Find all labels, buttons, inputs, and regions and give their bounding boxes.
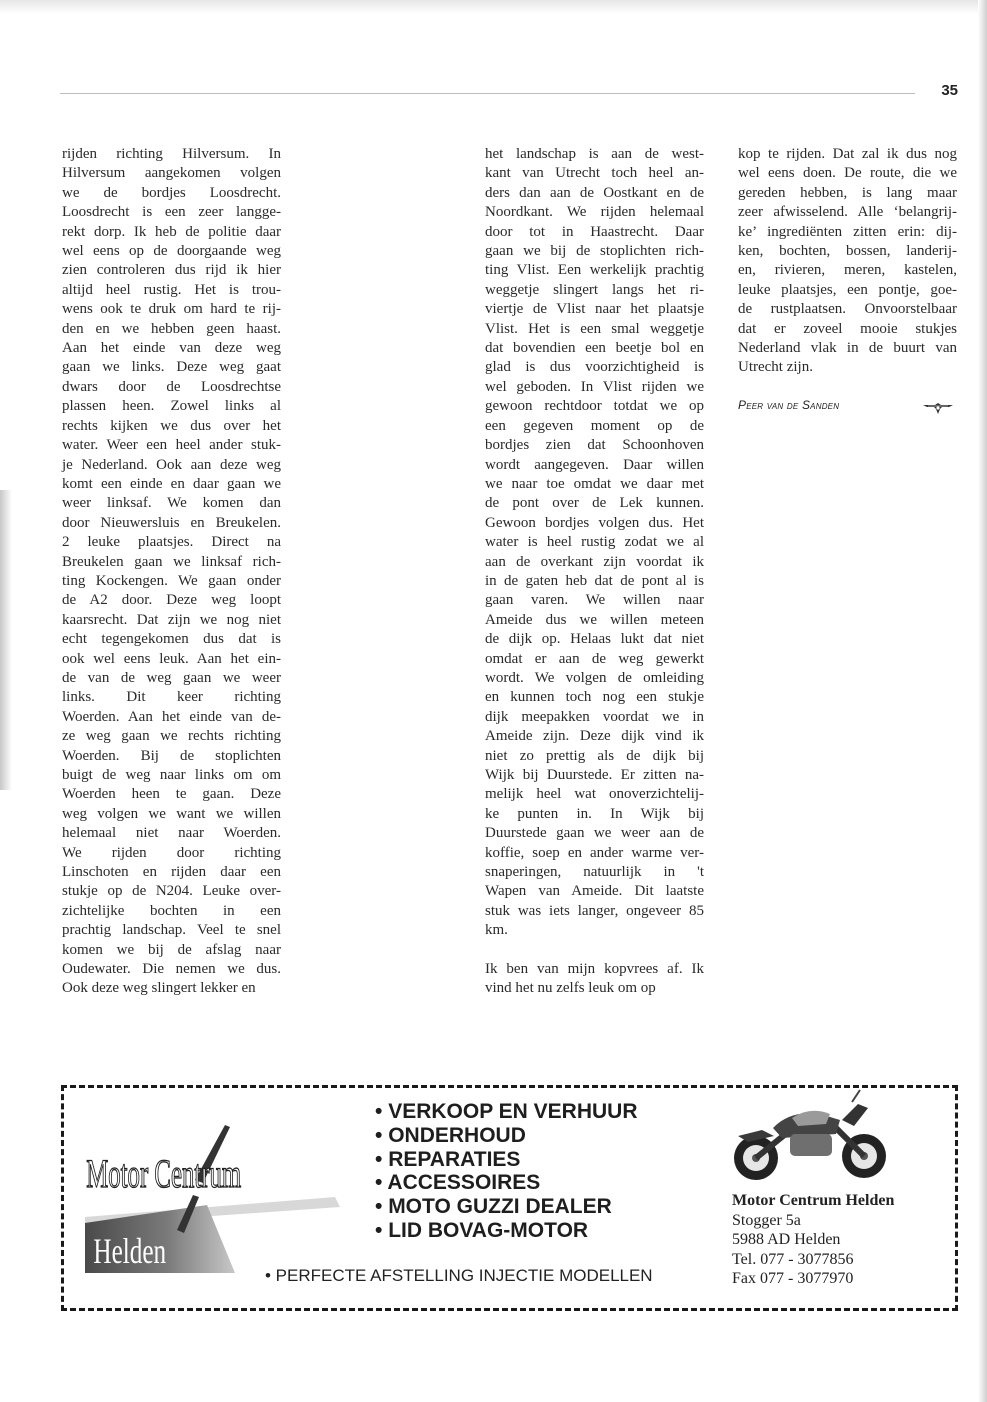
business-name: Motor Centrum Helden xyxy=(732,1192,895,1209)
motor-centrum-helden-logo xyxy=(85,1125,345,1275)
header-rule xyxy=(60,93,915,94)
text-line: vind het nu zelfs leuk om op xyxy=(485,980,656,997)
street-address: Stogger 5a xyxy=(732,1211,801,1229)
text-line: km. xyxy=(485,922,508,939)
text-line: weg volgen we want we willen xyxy=(62,805,281,822)
text-line: weer linksaf. We komen dan xyxy=(62,495,281,512)
services-list xyxy=(375,1100,638,1243)
text-line: leuke plaatsjes, een pontje, goe- xyxy=(738,281,957,298)
logo-text-motor-centrum: Motor Centrum xyxy=(86,1152,242,1197)
text-line: gaan varen. We willen naar xyxy=(485,592,704,609)
text-line: Woerden. Aan het einde van de- xyxy=(62,708,281,725)
text-line: wordt aangegeven. Daar willen xyxy=(485,456,704,473)
text-line: altijd heel rustig. Het is trou- xyxy=(62,281,281,298)
text-line: Wijk bij Duurstede. Er zitten na- xyxy=(485,767,704,783)
text-line: door tot in Haastrecht. Daar xyxy=(485,223,704,240)
text-line: Woerden heen te gaan. Deze xyxy=(62,786,281,803)
text-line: gaan we bij de stoplichten rich- xyxy=(485,243,704,260)
service-item: • ACCESSOIRES xyxy=(375,1171,638,1195)
text-line: kop te rijden. Dat zal ik dus nog xyxy=(738,146,957,162)
text-line: water. Weer een heel ander stuk- xyxy=(62,437,281,454)
fax-number: Fax 077 - 3077970 xyxy=(732,1270,854,1288)
text-line: links. Dit keer richting xyxy=(62,689,281,706)
text-line: Ameide dus we willen meteen xyxy=(485,611,704,628)
text-line: Loosdrecht is een zeer langge- xyxy=(62,204,281,221)
text-line: snaperingen, natuurlijk in 't xyxy=(485,864,704,881)
text-line: viertje de Vlist naar het plaatsje xyxy=(485,301,704,318)
text-line: dwars door de Loosdrechtse xyxy=(62,378,281,395)
text-line: water is heel rustig zodat we al xyxy=(485,534,704,551)
text-line: komt een einde en daar gaan we xyxy=(62,475,281,492)
moto-guzzi-wing-icon xyxy=(922,400,954,416)
text-line: Duurstede gaan we weer aan de xyxy=(485,825,704,842)
text-column-3 xyxy=(738,145,957,378)
text-line: Gewoon bordjes volgen dus. Het xyxy=(485,514,704,531)
text-line: wel geboden. In Vlist rijden we xyxy=(485,378,704,395)
text-line: wens ook te druk om hard te rij- xyxy=(62,301,281,318)
service-item: • VERKOOP EN VERHUUR xyxy=(375,1100,638,1124)
text-line: de dijk op. Helaas lukt dat niet xyxy=(485,631,704,648)
text-line: zien controleren dus rijd ik hier xyxy=(62,262,281,279)
text-line: rekt dorp. Ik heb de politie daar xyxy=(62,223,281,240)
scan-edge-top xyxy=(0,0,987,14)
text-line: gaan we links. Deze weg gaat xyxy=(62,359,281,376)
paragraph-gap xyxy=(485,941,704,960)
text-line: Woerden. Bij de stoplichten xyxy=(62,747,281,764)
text-line: we naar toe omdat we daar met xyxy=(485,475,704,492)
text-line: omdat er aan de weg gewerkt xyxy=(485,650,704,667)
text-line: rijden richting Hilversum. In xyxy=(62,146,281,162)
text-line: Wapen van Ameide. Dit laatste xyxy=(485,883,704,900)
text-line: 2 leuke plaatsjes. Direct na xyxy=(62,534,281,551)
text-line: kaarsrecht. Dat zijn we nog niet xyxy=(62,611,281,628)
text-line: koffie, soep en ander warme ver- xyxy=(485,844,704,861)
contact-block xyxy=(732,1191,894,1289)
text-line: zichtelijke bochten in een xyxy=(62,902,281,919)
text-line: zeer afwisselend. Alle ‘belangrij- xyxy=(738,204,957,221)
text-line: Hilversum aangekomen volgen xyxy=(62,165,281,182)
text-line: ting Kockengen. We gaan onder xyxy=(62,572,281,589)
text-line: komen we bij de afslag naar xyxy=(62,941,281,958)
page-number: 35 xyxy=(941,82,958,99)
text-line: ke’ ingrediënten zitten erin: dij- xyxy=(738,223,957,240)
text-line: Ameide zijn. Deze dijk vind ik xyxy=(485,728,704,745)
text-line: echt tegengekomen dus dat is xyxy=(62,631,281,648)
text-line: Linschoten en rijden daar een xyxy=(62,864,281,881)
text-line: Breukelen gaan we linksaf rich- xyxy=(62,553,281,570)
text-line: wordt. We volgen de omleiding xyxy=(485,669,704,686)
text-line: door Nieuwersluis en Breukelen. xyxy=(62,514,281,531)
scan-edge-right xyxy=(978,0,987,1402)
text-line: Nederland vlak in de buurt van xyxy=(738,340,957,357)
text-line: Vlist. Het is een smal weggetje xyxy=(485,320,704,337)
motorcycle-image xyxy=(718,1080,896,1184)
text-line: We rijden door richting xyxy=(62,844,281,861)
text-line: stukje op de N204. Leuke over- xyxy=(62,883,281,900)
text-line: gewoon rechtdoor totdat we op xyxy=(485,398,704,415)
text-line: plassen heen. Zowel links al xyxy=(62,398,281,415)
text-line: en, rivieren, meren, kastelen, xyxy=(738,262,957,279)
text-line: dat er zoveel mooie stukjes xyxy=(738,320,957,337)
text-line: kant van Utrecht toch heel an- xyxy=(485,165,704,182)
text-line: bordjes zien dat Schoonhoven xyxy=(485,437,704,454)
text-line: gereden hebben, is lang maar xyxy=(738,184,957,201)
text-line: de van de weg gaan we weer xyxy=(62,669,281,686)
scan-edge-left xyxy=(0,490,12,790)
text-line: Noordkant. We rijden helemaal xyxy=(485,204,704,221)
text-line: Ik ben van mijn kopvrees af. Ik xyxy=(485,961,704,978)
text-line: helemaal niet naar Woerden. xyxy=(62,825,281,842)
text-line: Oudewater. Die nemen we dus. xyxy=(62,961,281,978)
text-line: ke punten in. In Wijk bij xyxy=(485,805,704,822)
text-line: ken, bochten, bossen, landerij- xyxy=(738,243,957,260)
postal-city: 5988 AD Helden xyxy=(732,1231,841,1249)
text-line: de pont over de Lek kunnen. xyxy=(485,495,704,512)
text-line: prachtig landschap. Veel te snel xyxy=(62,922,281,939)
text-line: we de bordjes Loosdrecht. xyxy=(62,184,281,201)
text-line: wel eens op de doorgaande weg xyxy=(62,243,281,260)
text-column-1 xyxy=(62,145,281,999)
author-byline: Peer van de Sanden xyxy=(738,398,840,412)
logo-text-helden: Helden xyxy=(93,1230,167,1272)
text-column-2 xyxy=(485,145,704,999)
text-line: Ook deze weg slingert lekker en xyxy=(62,980,256,997)
phone-number: Tel. 077 - 3077856 xyxy=(732,1250,854,1268)
text-line: ook wel eens leuk. Aan het ein- xyxy=(62,650,281,667)
service-item: • ONDERHOUD xyxy=(375,1124,638,1148)
text-line: glad is dus voorzichtigheid is xyxy=(485,359,704,376)
text-line: de A2 door. Deze weg loopt xyxy=(62,592,281,609)
text-line: ders dan aan de Oostkant en de xyxy=(485,184,704,201)
text-line: den en we hebben geen haast. xyxy=(62,320,281,337)
injection-tuning-line: • PERFECTE AFSTELLING INJECTIE MODELLEN xyxy=(265,1266,653,1285)
service-item: • LID BOVAG-MOTOR xyxy=(375,1219,638,1243)
text-line: ze weg gaan we rechts richting xyxy=(62,728,281,745)
text-line: dat bovendien een beetje bol en xyxy=(485,340,704,357)
text-line: Aan het einde van deze weg xyxy=(62,340,281,357)
text-line: het landschap is aan de west- xyxy=(485,146,704,162)
text-line: Utrecht zijn. xyxy=(738,359,813,376)
text-line: je Nederland. Ook aan deze weg xyxy=(62,456,281,473)
text-line: de rustplaatsen. Onvoorstelbaar xyxy=(738,301,957,318)
text-line: een gegeven moment op de xyxy=(485,417,704,434)
text-line: stuk was iets langer, ongeveer 85 xyxy=(485,902,704,919)
text-line: niet zo prettig als de dijk bij xyxy=(485,747,704,764)
text-line: buigt de weg naar links om om xyxy=(62,767,281,783)
text-line: melijk heel wat onoverzichtelij- xyxy=(485,786,704,803)
text-line: ting Vlist. Een werkelijk prachtig xyxy=(485,262,704,279)
service-item: • MOTO GUZZI DEALER xyxy=(375,1195,638,1219)
text-line: en kunnen toch nog een stukje xyxy=(485,689,704,706)
text-line: in de gaten heb dat de pont al is xyxy=(485,572,704,589)
text-line: wel eens doen. De route, die we xyxy=(738,165,957,182)
text-line: weggetje slingert langs het ri- xyxy=(485,281,704,298)
service-item: • REPARATIES xyxy=(375,1148,638,1172)
text-line: aan de overkant zijn voordat ik xyxy=(485,553,704,570)
text-line: rechts kijken we dus over het xyxy=(62,417,281,434)
text-line: dijk meepakken voordat we in xyxy=(485,708,704,725)
